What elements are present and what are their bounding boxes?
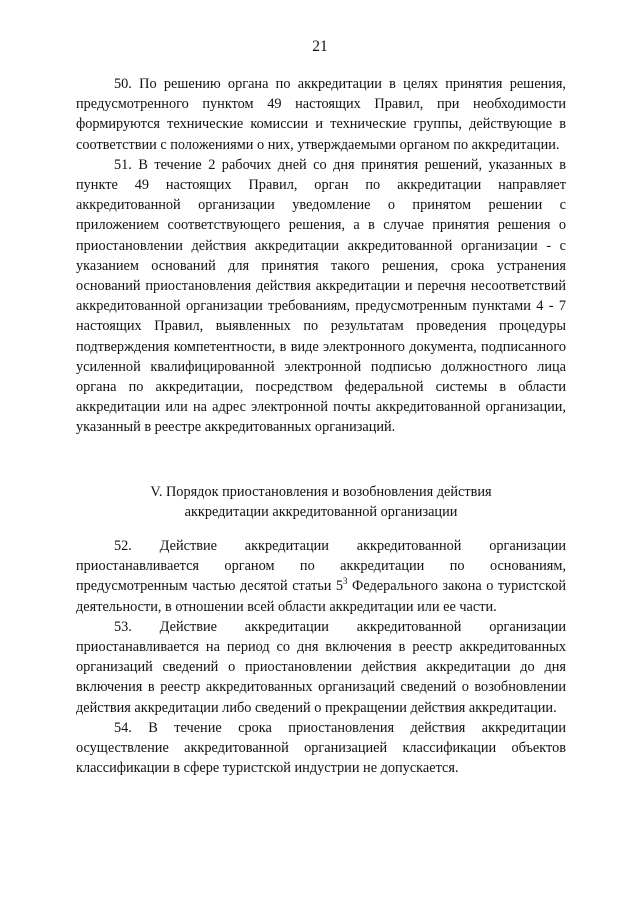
section-heading: [76, 482, 566, 522]
paragraphs-top: [76, 74, 566, 438]
article-superscript: 3: [343, 576, 348, 587]
paragraphs-bottom: [76, 536, 566, 778]
paragraph-52-text: 52. Действие аккредитации аккредитованной организации приостанавливается органом по аккредитации по основаниям, предусмотренным частью десятой статьи 5: [76, 538, 566, 595]
section-heading-line-1: V. Порядок приостановления и возобновления действия: [150, 484, 492, 500]
section-heading-line-2: аккредитации аккредитованной организации: [184, 504, 458, 521]
paragraph-53: 53. Действие аккредитации аккредитованной организации приостанавливается на период со дня включения в реестр аккредитованных организаций сведений о приостановлении действия аккредитации до дня включения в реестр аккредитованных организаций сведений о возобновлении действия аккредитации либо сведений о прекращении действия аккредитации.: [76, 618, 566, 716]
page-number: 21: [312, 38, 328, 55]
paragraph-54: 54. В течение срока приостановления действия аккредитации осуществление аккредитованной организацией классификации объектов классификации в сфере туристской индустрии не допускается.: [76, 719, 566, 777]
paragraph-51: 51. В течение 2 рабочих дней со дня принятия решений, указанных в пункте 49 настоящих Правил, орган по аккредитации направляет аккредитованной организации уведомление о принятом решении с приложением соответствующего решения, а в случае принятия решения о приостановлении действия аккредитации аккредитованной организации - с указанием оснований для принятия такого решения, срока устранения оснований приостановления действия аккредитации и перечня несоответствий аккредитованной организации требованиям, предусмотренным пунктами 4 - 7 настоящих Правил, выявленных по результатам проведения процедуры подтверждения компетентности, в виде электронного документа, подписанного усиленной квалифицированной электронной подписью должностного лица органа по аккредитации, посредством федеральной системы в области аккредитации или на адрес электронной почты аккредитованной организации, указанный в реестре аккредитованных организаций.: [76, 156, 566, 436]
paragraph-52-text-continued: Федерального закона о туристской деятельности, в отношении всей области аккредитации или ее части.: [76, 578, 566, 615]
paragraph-50: 50. По решению органа по аккредитации в целях принятия решения, предусмотренного пунктом 49 настоящих Правил, при необходимости формируются технические комиссии и технические группы, действующие в соответствии с положениями о них, утверждаемыми органом по аккредитации.: [76, 76, 566, 153]
paragraph-52: [76, 536, 566, 617]
